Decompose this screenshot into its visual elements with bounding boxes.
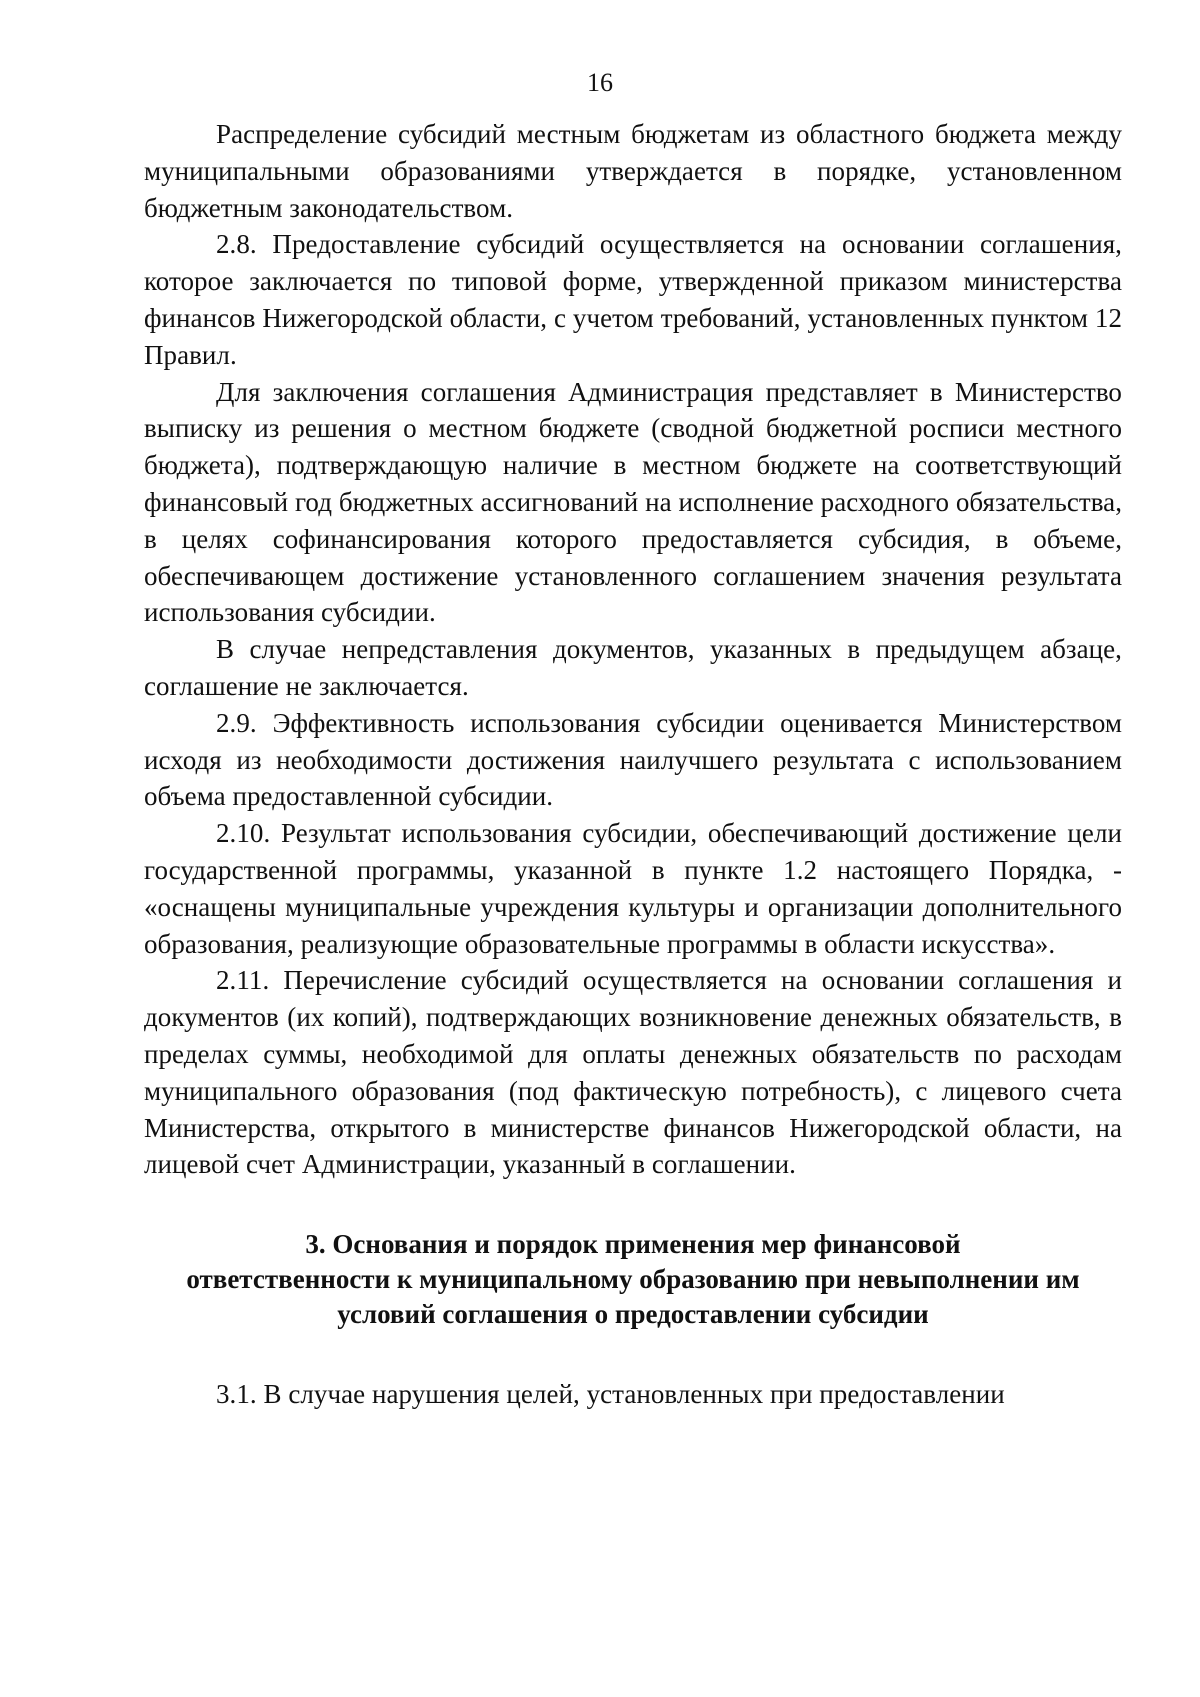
page-number: 16 [587,68,613,97]
section-heading-line: ответственности к муниципальному образованию при невыполнении им [186,1264,1080,1295]
section-heading-line: 3. Основания и порядок применения мер финансовой [305,1229,961,1260]
paragraph-agreement-conclusion: Для заключения соглашения Администрация представляет в Министерство выписку из решения о местном бюджете (сводной бюджетной росписи местного бюджета), подтверждающую наличие в местном бюджете на соответствующий финансовый год бюджетных ассигнований на исполнение расходного обязательства, в целях софинансирования которого предоставляется субсидия, в объеме, обеспечивающем достижение установленного соглашением значения результата использования субсидии. [144,376,1122,628]
paragraph-2-8: 2.8. Предоставление субсидий осуществляется на основании соглашения, которое заключается по типовой форме, утвержденной приказом министерства финансов Нижегородской области, с учетом требований, установленных пунктом 12 Правил. [144,229,1122,370]
section-3-heading [144,1227,1122,1332]
section-heading-line: условий соглашения о предоставлении субсидии [337,1299,929,1330]
paragraph-non-submission: В случае непредставления документов, указанных в предыдущем абзаце, соглашение не заключается. [144,634,1122,701]
paragraph-3-1: 3.1. В случае нарушения целей, установленных при предоставлении [216,1379,1005,1410]
paragraph-distribution: Распределение субсидий местным бюджетам из областного бюджета между муниципальными образованиями утверждается в порядке, установленном бюджетным законодательством. [144,119,1122,223]
document-body [144,116,1122,1413]
paragraph-2-10: 2.10. Результат использования субсидии, обеспечивающий достижение цели государственной программы, указанной в пункте 1.2 настоящего Порядка, - «оснащены муниципальные учреждения культуры и организации дополнительного образования, реализующие образовательные программы в области искусства». [144,818,1122,959]
paragraph-2-9: 2.9. Эффективность использования субсидии оценивается Министерством исходя из необходимости достижения наилучшего результата с использованием объема предоставленной субсидии. [144,707,1122,812]
paragraph-2-11: 2.11. Перечисление субсидий осуществляется на основании соглашения и документов (их копий), подтверждающих возникновение денежных обязательств, в пределах суммы, необходимой для оплаты денежных обязательств по расходам муниципального образования (под фактическую потребность), с лицевого счета Министерства, открытого в министерстве финансов Нижегородской области, на лицевой счет Администрации, указанный в соглашении. [144,965,1122,1180]
